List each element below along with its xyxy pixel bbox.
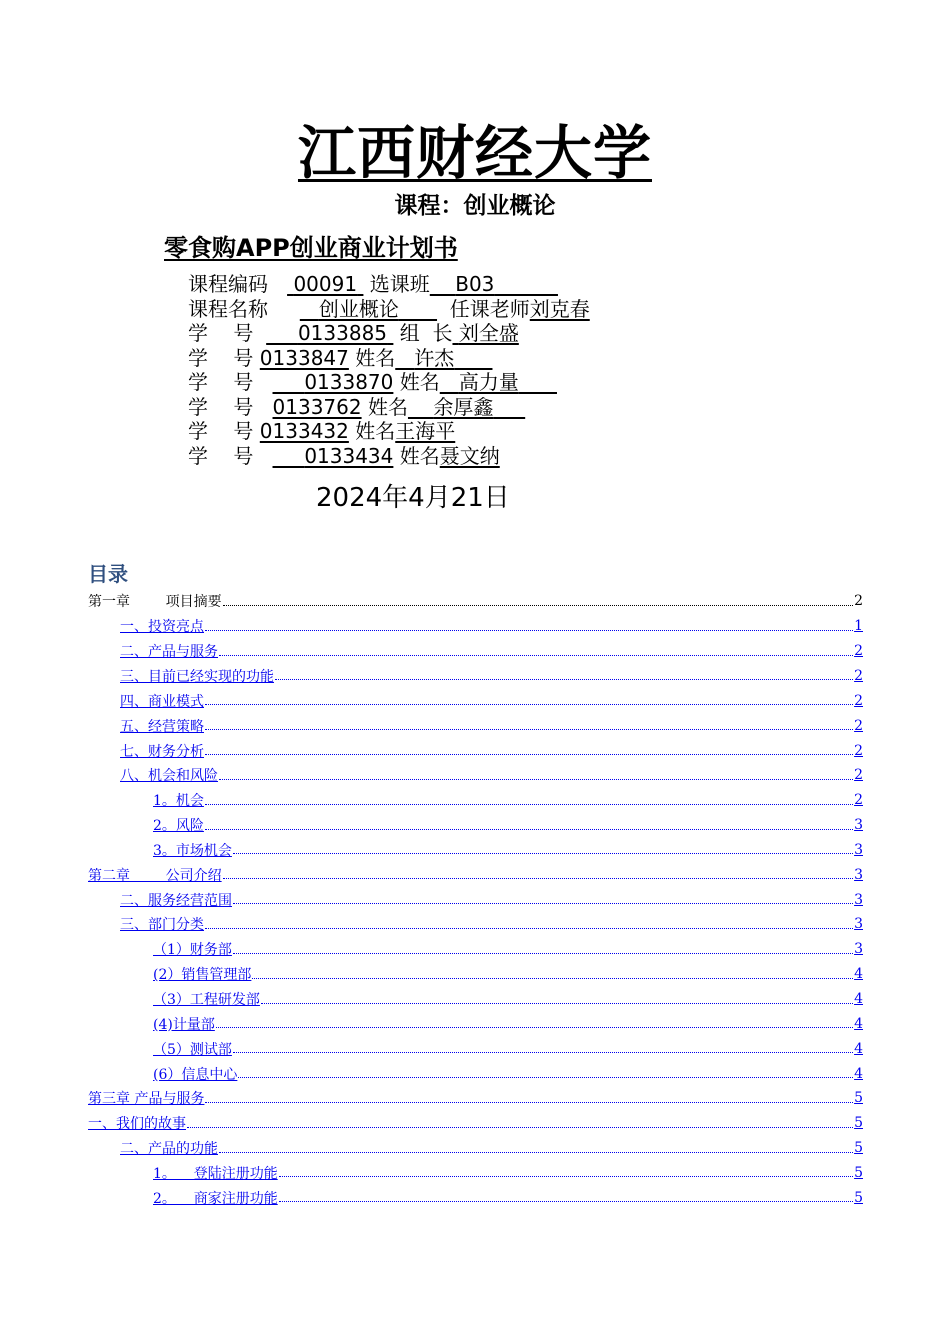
- info-value: 00091: [293, 272, 358, 296]
- toc-entry[interactable]: [120, 912, 863, 937]
- toc-entry[interactable]: [120, 763, 863, 788]
- university-title: [0, 118, 950, 188]
- toc-entry-page: 4: [854, 991, 863, 1008]
- info-value: B03: [455, 272, 495, 296]
- info-label: 学 号: [188, 345, 254, 370]
- toc-leader-dots: [205, 754, 853, 755]
- toc-leader-dots: [233, 953, 853, 954]
- toc-entry-page: 2: [854, 767, 863, 784]
- toc-leader-dots: [279, 1201, 853, 1202]
- toc-entry[interactable]: [153, 962, 863, 987]
- toc-entry-label: 1。机会: [153, 793, 204, 810]
- toc-entry[interactable]: [153, 813, 863, 838]
- info-label: 姓名: [355, 419, 396, 443]
- info-row-student-3: [188, 370, 590, 395]
- cover-info-block: [188, 272, 590, 468]
- toc-entry-label: 二、服务经营范围: [120, 892, 232, 909]
- toc-entry-label: （5）测试部: [153, 1041, 232, 1058]
- toc-entry-label: 八、机会和风险: [120, 768, 218, 785]
- toc-entry-label: 三、部门分类: [120, 917, 204, 934]
- toc-entry-label: （1）财务部: [153, 942, 232, 959]
- info-value: 0133885: [297, 321, 388, 345]
- info-label: 姓名: [355, 345, 396, 370]
- toc-entry-page: 2: [854, 643, 863, 660]
- toc-leader-dots: [261, 1003, 853, 1004]
- toc-entry[interactable]: [88, 862, 863, 887]
- toc-entry[interactable]: [88, 1111, 863, 1136]
- toc-entry-page: 2: [854, 742, 863, 759]
- toc-entry: [88, 589, 863, 614]
- info-value: 0133432: [259, 419, 349, 443]
- toc-leader-dots: [233, 853, 853, 854]
- toc-entry-label: 四、商业模式: [120, 693, 204, 710]
- toc-entry[interactable]: [120, 713, 863, 738]
- toc-leader-dots: [275, 679, 853, 680]
- toc-entry-page: 1: [854, 618, 863, 635]
- toc-entry[interactable]: [120, 639, 863, 664]
- toc-entry-page: 5: [854, 1189, 863, 1206]
- toc-entry-label: (4)计量部: [153, 1016, 215, 1033]
- info-label: 任课老师: [449, 296, 530, 321]
- info-row-student-2: [188, 346, 590, 371]
- info-value: 高力量: [458, 370, 519, 394]
- toc-leader-dots: [219, 655, 853, 656]
- toc-entry[interactable]: [120, 688, 863, 713]
- document-date: 2024年4月21日: [316, 483, 510, 513]
- toc-entry-page: 3: [854, 866, 863, 883]
- toc-entry-page: 4: [854, 1040, 863, 1057]
- info-label: 学 号: [188, 370, 254, 394]
- toc-entry-label: 五、经营策略: [120, 718, 204, 735]
- info-value: 聂文纳: [439, 443, 500, 468]
- toc-entry[interactable]: [120, 1136, 863, 1161]
- toc-leader-dots: [219, 779, 853, 780]
- toc-leader-dots: [205, 804, 853, 805]
- toc-entry-page: 2: [854, 667, 863, 684]
- toc-leader-dots: [205, 1102, 853, 1103]
- info-label: 组 长: [399, 321, 453, 345]
- toc-entry-page: 3: [854, 817, 863, 834]
- plan-title: 零食购APP创业商业计划书: [164, 234, 458, 262]
- info-label: 学 号: [188, 321, 254, 345]
- toc-entry-label: 第一章 项目摘要: [88, 594, 222, 611]
- toc-entry-label: 一、投资亮点: [120, 619, 204, 636]
- toc-entry-label: 3。市场机会: [153, 842, 232, 859]
- info-value: 0133434: [304, 443, 394, 468]
- info-label: 课程编码: [188, 272, 268, 296]
- toc-leader-dots: [233, 903, 853, 904]
- info-value: 刘全盛: [458, 321, 519, 345]
- toc-entry[interactable]: [120, 887, 863, 912]
- toc-entry-label: （3）工程研发部: [153, 992, 260, 1009]
- toc-leader-dots: [219, 1152, 853, 1153]
- info-label: 姓名: [399, 443, 440, 468]
- info-row-student-5: [188, 419, 590, 444]
- toc-leader-dots: [205, 729, 853, 730]
- toc-entry-label: 一、我们的故事: [88, 1116, 186, 1133]
- toc-entry[interactable]: [153, 1036, 863, 1061]
- info-label: 学 号: [188, 394, 254, 419]
- toc-leader-dots: [233, 1052, 853, 1053]
- toc-leader-dots: [187, 1127, 853, 1128]
- info-row-student-1: [188, 321, 590, 346]
- toc-entry-page: 2: [854, 692, 863, 709]
- toc-leader-dots: [205, 928, 853, 929]
- info-value: 余厚鑫: [433, 394, 494, 419]
- toc-entry[interactable]: [120, 614, 863, 639]
- toc-leader-dots: [205, 704, 853, 705]
- info-value: 0133762: [272, 394, 362, 419]
- toc-entry[interactable]: [120, 738, 863, 763]
- toc-entry-page: 5: [854, 1140, 863, 1157]
- toc-entry[interactable]: [120, 664, 863, 689]
- toc-entry[interactable]: [153, 788, 863, 813]
- toc-entry[interactable]: [153, 1061, 863, 1086]
- toc-entry-label: 二、产品与服务: [120, 644, 218, 661]
- toc-entry[interactable]: [88, 1086, 863, 1111]
- info-row-student-4: [188, 395, 590, 420]
- info-label: 选课班: [369, 272, 430, 296]
- toc-entry[interactable]: [153, 1185, 863, 1210]
- toc-leader-dots: [223, 605, 853, 606]
- toc-leader-dots: [238, 1077, 853, 1078]
- info-row-student-6: [188, 444, 590, 469]
- toc-entry-page: 5: [854, 1090, 863, 1107]
- toc-entry-page: 3: [854, 891, 863, 908]
- toc-entry[interactable]: [153, 1011, 863, 1036]
- toc-heading: 目录: [88, 562, 128, 586]
- info-label: 姓名: [399, 370, 440, 394]
- toc-entry-page: 2: [854, 792, 863, 809]
- info-label: 姓名: [367, 394, 408, 419]
- toc-leader-dots: [279, 1176, 853, 1177]
- info-row-course-code: [188, 272, 590, 297]
- toc-entry[interactable]: [153, 937, 863, 962]
- toc-entry-label: (2）销售管理部: [153, 967, 252, 984]
- toc-entry-label: 第三章 产品与服务: [88, 1091, 205, 1108]
- toc-entry-label: 1。 登陆注册功能: [153, 1165, 278, 1182]
- toc-leader-dots: [252, 978, 853, 979]
- toc-entry[interactable]: [153, 1161, 863, 1186]
- toc-entry-label: 2。风险: [153, 818, 204, 835]
- toc-entry-page: 3: [854, 941, 863, 958]
- toc-entry-page: 4: [854, 1065, 863, 1082]
- toc-entry-page: 3: [854, 916, 863, 933]
- info-label: 课程名称: [188, 296, 268, 321]
- toc-entry-page: 5: [854, 1164, 863, 1181]
- info-value: 0133847: [259, 345, 349, 370]
- toc-leader-dots: [216, 1027, 853, 1028]
- toc-entry-page: 2: [854, 593, 863, 610]
- toc-entry-label: 二、产品的功能: [120, 1141, 218, 1158]
- info-value: 0133870: [304, 370, 394, 394]
- toc-leader-dots: [223, 878, 853, 879]
- toc-entry-label: (6）信息中心: [153, 1066, 238, 1083]
- course-line: 课程：创业概论: [394, 193, 556, 219]
- toc-leader-dots: [205, 630, 853, 631]
- toc-entry[interactable]: [153, 987, 863, 1012]
- toc-entry[interactable]: [153, 838, 863, 863]
- university-title-text: 江西财经大学: [297, 119, 652, 187]
- info-value: 许杰: [414, 345, 455, 370]
- toc-leader-dots: [205, 829, 853, 830]
- toc-entry-label: 第二章 公司介绍: [88, 867, 222, 884]
- toc-entry-page: 3: [854, 841, 863, 858]
- toc-entry-page: 4: [854, 1015, 863, 1032]
- toc-entry-page: 2: [854, 717, 863, 734]
- info-value: 刘克春: [529, 296, 590, 321]
- info-value: 创业概论: [318, 296, 399, 321]
- info-value: 王海平: [395, 419, 456, 443]
- toc-entry-label: 七、财务分析: [120, 743, 204, 760]
- info-label: 学 号: [188, 419, 254, 443]
- toc-entry-page: 5: [854, 1115, 863, 1132]
- toc-entry-page: 4: [854, 966, 863, 983]
- toc-entry-label: 2。 商家注册功能: [153, 1190, 278, 1207]
- toc-entry-label: 三、目前已经实现的功能: [120, 668, 274, 685]
- info-row-course-name: [188, 297, 590, 322]
- info-label: 学 号: [188, 443, 254, 468]
